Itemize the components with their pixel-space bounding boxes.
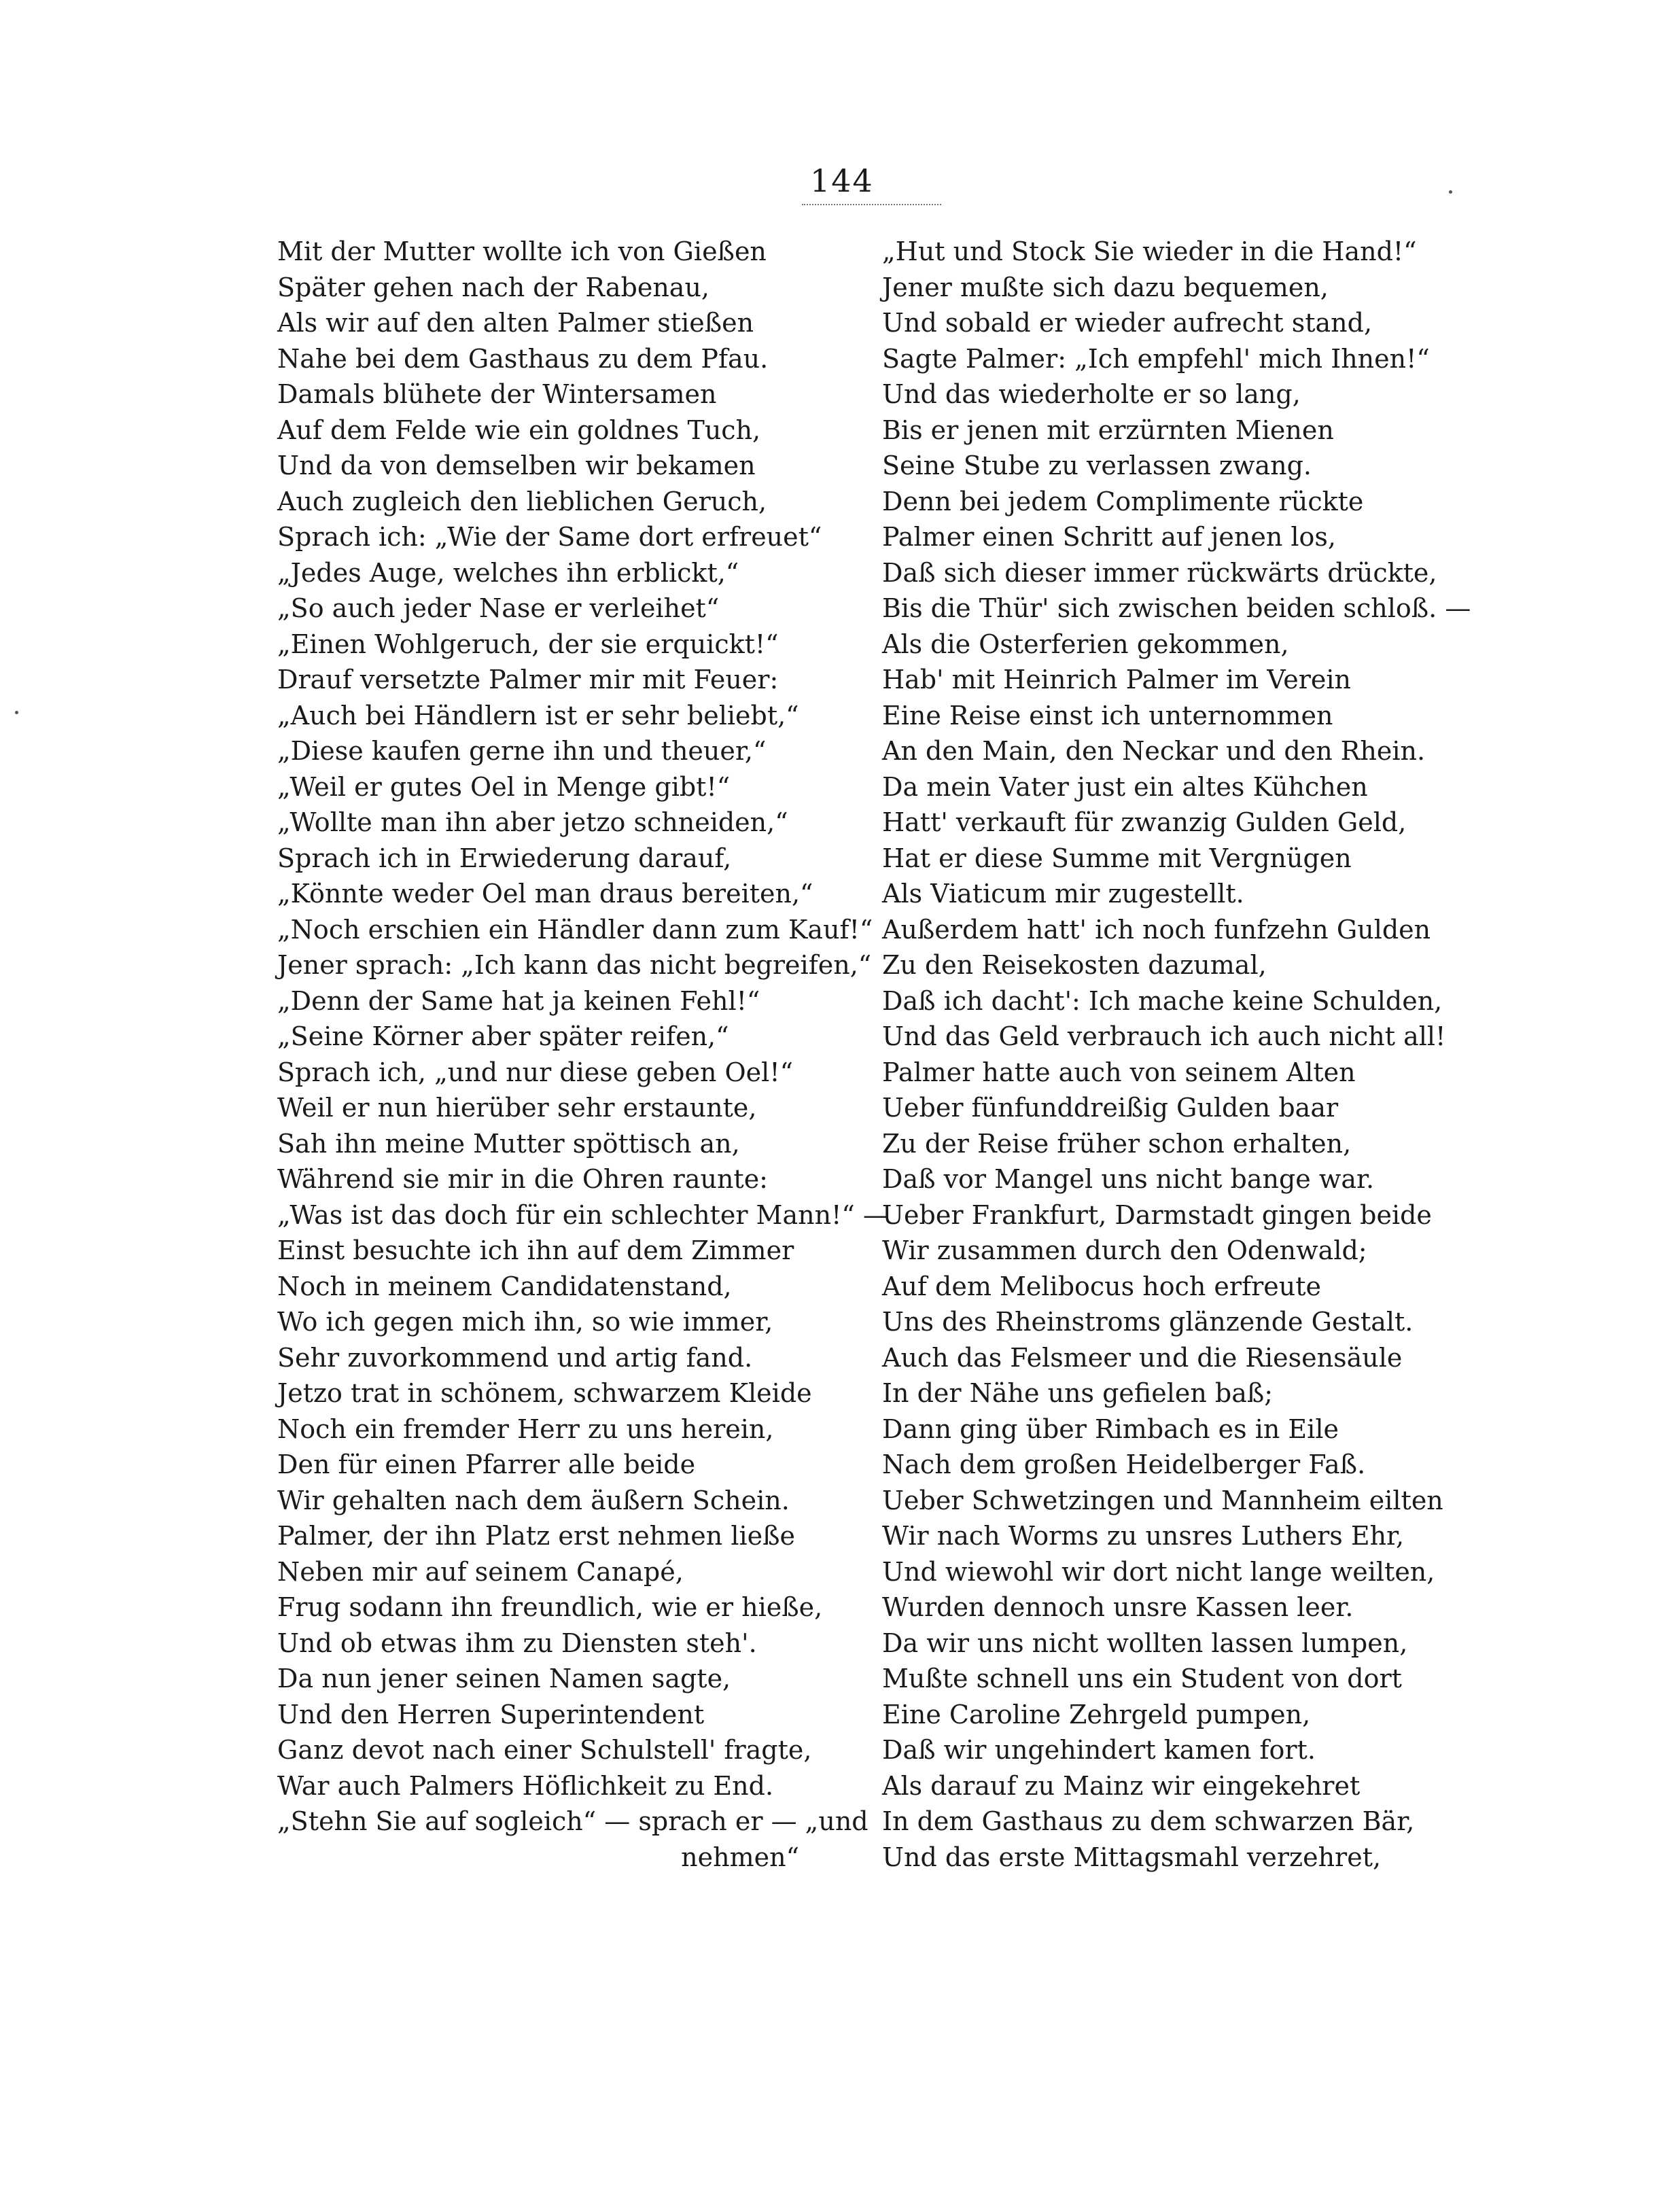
verse-line: Jetzo trat in schönem, schwarzem Kleide <box>277 1378 812 1408</box>
verse-line: Ganz devot nach einer Schulstell' fragte, <box>277 1735 812 1765</box>
verse-line: Auch das Felsmeer und die Riesensäule <box>882 1342 1403 1373</box>
verse-line: Später gehen nach der Rabenau, <box>277 272 709 302</box>
verse-line: Auf dem Melibocus hoch erfreute <box>882 1271 1322 1301</box>
verse-line: „Diese kaufen gerne ihn und theuer,“ <box>277 736 767 766</box>
verse-line: Palmer einen Schritt auf jenen los, <box>882 522 1336 552</box>
right-column <box>882 234 1494 1875</box>
verse-line: Nahe bei dem Gasthaus zu dem Pfau. <box>277 343 769 374</box>
verse-line: Sprach ich: „Wie der Same dort erfreuet“ <box>277 522 822 552</box>
scan-speck-top-right <box>1449 190 1452 194</box>
verse-line: Hab' mit Heinrich Palmer im Verein <box>882 665 1352 695</box>
verse-line: Als wir auf den alten Palmer stießen <box>277 308 754 338</box>
verse-line: Wir zusammen durch den Odenwald; <box>882 1235 1367 1265</box>
verse-line: Zu den Reisekosten dazumal, <box>882 950 1267 980</box>
verse-line: Außerdem hatt' ich noch funfzehn Gulden <box>882 914 1431 945</box>
verse-line: „Könnte weder Oel man draus bereiten,“ <box>277 879 813 909</box>
verse-line: Und wiewohl wir dort nicht lange weilten, <box>882 1556 1435 1587</box>
verse-line: Und da von demselben wir bekamen <box>277 451 756 480</box>
page-number-rule <box>802 204 941 205</box>
verse-line: Und sobald er wieder aufrecht stand, <box>882 308 1373 338</box>
verse-line: Sagte Palmer: „Ich empfehl' mich Ihnen!“ <box>882 343 1430 374</box>
verse-line: Ueber Schwetzingen und Mannheim eilten <box>882 1485 1443 1515</box>
verse-line: Noch ein fremder Herr zu uns herein, <box>277 1414 774 1444</box>
verse-line: Wo ich gegen mich ihn, so wie immer, <box>277 1307 773 1337</box>
verse-line: „Noch erschien ein Händler dann zum Kauf!“ <box>277 914 873 945</box>
verse-line: „Wollte man ihn aber jetzo schneiden,“ <box>277 807 788 837</box>
verse-line: Ueber Frankfurt, Darmstadt gingen beide <box>882 1199 1432 1230</box>
verse-line: Während sie mir in die Ohren raunte: <box>277 1164 768 1194</box>
verse-line: „Was ist das doch für ein schlechter Mann!“ — <box>277 1199 889 1230</box>
verse-line: Sprach ich in Erwiederung darauf, <box>277 843 732 873</box>
left-column <box>277 234 889 1875</box>
verse-line: Noch in meinem Candidatenstand, <box>277 1271 732 1301</box>
verse-line: Daß ich dacht': Ich mache keine Schulden, <box>882 985 1443 1016</box>
verse-line: „So auch jeder Nase er verleihet“ <box>277 593 720 623</box>
verse-line: „Stehn Sie auf sogleich“ — sprach er — „und <box>277 1806 868 1836</box>
scan-speck-left-margin <box>15 711 18 714</box>
verse-line: In dem Gasthaus zu dem schwarzen Bär, <box>882 1806 1415 1836</box>
verse-line: Als darauf zu Mainz wir eingekehret <box>882 1770 1361 1801</box>
verse-line: „Auch bei Händlern ist er sehr beliebt,“ <box>277 700 799 731</box>
verse-line: Und das erste Mittagsmahl verzehret, <box>882 1842 1382 1872</box>
verse-line: Und ob etwas ihm zu Diensten steh'. <box>277 1628 757 1658</box>
verse-line: In der Nähe uns gefielen baß; <box>882 1378 1274 1408</box>
verse-line: Jener sprach: „Ich kann das nicht begreifen,“ <box>277 950 872 980</box>
verse-line: An den Main, den Neckar und den Rhein. <box>882 736 1426 766</box>
verse-line: Da wir uns nicht wollten lassen lumpen, <box>882 1628 1408 1658</box>
verse-line: Neben mir auf seinem Canapé, <box>277 1556 684 1587</box>
verse-line: „Seine Körner aber später reifen,“ <box>277 1021 729 1051</box>
verse-line: Da nun jener seinen Namen sagte, <box>277 1664 731 1693</box>
verse-line: Nach dem großen Heidelberger Faß. <box>882 1450 1366 1479</box>
verse-line: Sprach ich, „und nur diese geben Oel!“ <box>277 1057 794 1087</box>
verse-line: Drauf versetzte Palmer mir mit Feuer: <box>277 665 779 695</box>
verse-line: Daß sich dieser immer rückwärts drückte, <box>882 557 1437 588</box>
verse-line: Zu der Reise früher schon erhalten, <box>882 1128 1352 1159</box>
verse-line: Eine Caroline Zehrgeld pumpen, <box>882 1699 1311 1730</box>
verse-line: Palmer, der ihn Platz erst nehmen ließe <box>277 1521 796 1551</box>
verse-line: Sah ihn meine Mutter spöttisch an, <box>277 1128 740 1159</box>
verse-line: Damals blühete der Wintersamen <box>277 379 717 409</box>
verse-line: Auch zugleich den lieblichen Geruch, <box>277 486 767 516</box>
verse-line: Palmer hatte auch von seinem Alten <box>882 1057 1356 1087</box>
verse-line: Hatt' verkauft für zwanzig Gulden Geld, <box>882 807 1407 837</box>
verse-line: Auf dem Felde wie ein goldnes Tuch, <box>277 415 761 445</box>
verse-line: Wurden dennoch unsre Kassen leer. <box>882 1592 1354 1622</box>
verse-line: Bis er jenen mit erzürnten Mienen <box>882 415 1334 445</box>
verse-line: Mit der Mutter wollte ich von Gießen <box>277 236 767 266</box>
verse-line: Eine Reise einst ich unternommen <box>882 700 1333 731</box>
verse-line: Daß wir ungehindert kamen fort. <box>882 1735 1316 1765</box>
verse-line: Wir nach Worms zu unsres Luthers Ehr, <box>882 1521 1405 1551</box>
verse-line: Da mein Vater just ein altes Kühchen <box>882 771 1368 802</box>
verse-line: Und das wiederholte er so lang, <box>882 379 1301 409</box>
verse-line: Den für einen Pfarrer alle beide <box>277 1450 696 1479</box>
verse-line: Hat er diese Summe mit Vergnügen <box>882 843 1352 873</box>
verse-line: Wir gehalten nach dem äußern Schein. <box>277 1485 790 1515</box>
verse-line: „Hut und Stock Sie wieder in die Hand!“ <box>882 236 1417 266</box>
verse-line: Bis die Thür' sich zwischen beiden schloß. — <box>882 593 1471 623</box>
verse-line-continuation: nehmen“ <box>681 1842 799 1872</box>
verse-line: Sehr zuvorkommend und artig fand. <box>277 1342 753 1373</box>
verse-line: „Jedes Auge, welches ihn erblickt,“ <box>277 557 739 588</box>
verse-line: Und den Herren Superintendent <box>277 1699 705 1730</box>
verse-line: Jener mußte sich dazu bequemen, <box>882 272 1329 302</box>
verse-line: Als Viaticum mir zugestellt. <box>882 879 1244 909</box>
verse-line: Frug sodann ihn freundlich, wie er hieße, <box>277 1592 823 1622</box>
verse-line: Ueber fünfunddreißig Gulden baar <box>882 1093 1339 1123</box>
verse-line: Als die Osterferien gekommen, <box>882 629 1289 659</box>
verse-line: Daß vor Mangel uns nicht bange war. <box>882 1164 1375 1194</box>
verse-line: Weil er nun hierüber sehr erstaunte, <box>277 1093 757 1123</box>
verse-line: „Einen Wohlgeruch, der sie erquickt!“ <box>277 629 779 659</box>
verse-line: „Weil er gutes Oel in Menge gibt!“ <box>277 771 731 802</box>
verse-line: Mußte schnell uns ein Student von dort <box>882 1664 1402 1693</box>
page-number: 144 <box>810 162 874 199</box>
verse-line: Seine Stube zu verlassen zwang. <box>882 451 1312 480</box>
verse-line: „Denn der Same hat ja keinen Fehl!“ <box>277 985 760 1016</box>
verse-line: Dann ging über Rimbach es in Eile <box>882 1414 1339 1444</box>
verse-line: Einst besuchte ich ihn auf dem Zimmer <box>277 1235 794 1265</box>
verse-line: War auch Palmers Höflichkeit zu End. <box>277 1770 774 1801</box>
verse-line: Uns des Rheinstroms glänzende Gestalt. <box>882 1307 1414 1337</box>
verse-line: Und das Geld verbrauch ich auch nicht all! <box>882 1021 1446 1051</box>
verse-line: Denn bei jedem Complimente rückte <box>882 486 1364 516</box>
